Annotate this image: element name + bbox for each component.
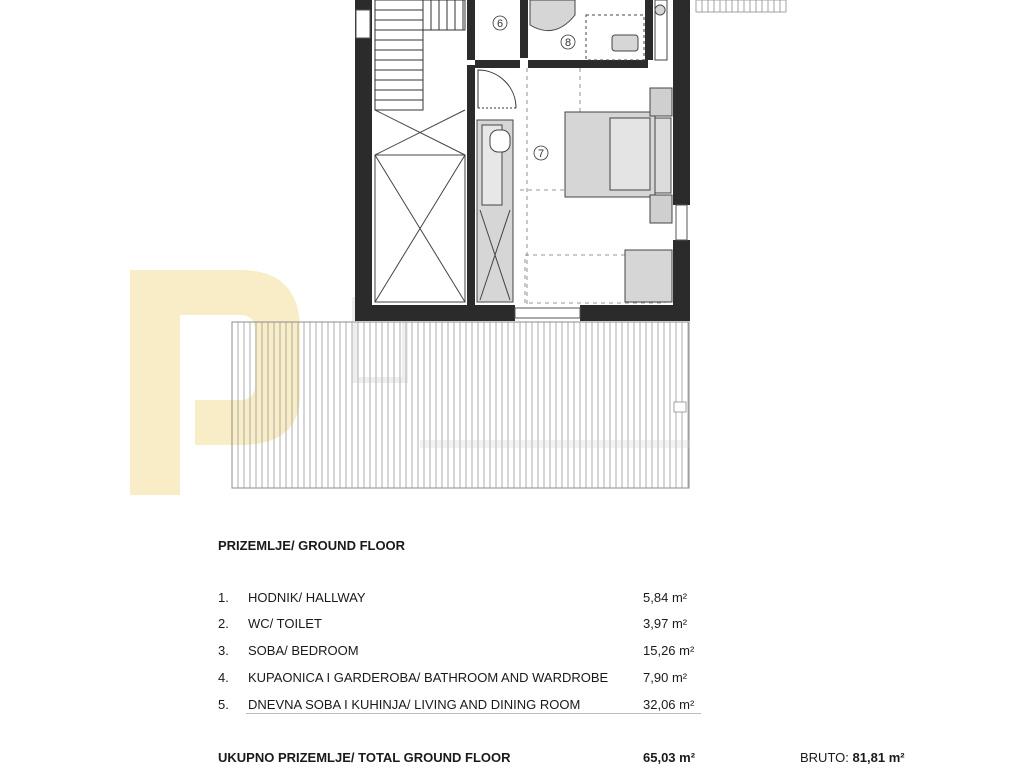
wardrobe bbox=[477, 120, 513, 302]
room-area: 7,90 m² bbox=[643, 670, 688, 685]
bruto-block bbox=[800, 750, 905, 765]
room-area: 5,84 m² bbox=[643, 590, 688, 605]
room-area: 3,97 m² bbox=[643, 616, 688, 631]
room-name: KUPAONICA I GARDEROBA/ BATHROOM AND WARDROBE bbox=[248, 670, 609, 685]
bed bbox=[565, 88, 672, 223]
room-name: HODNIK/ HALLWAY bbox=[248, 590, 366, 605]
room-area: 32,06 m² bbox=[643, 697, 695, 712]
terrace-deck bbox=[232, 322, 689, 488]
bruto-area: 81,81 m² bbox=[852, 750, 905, 765]
room-marker-7: 7 bbox=[537, 148, 545, 160]
doors bbox=[478, 70, 516, 108]
upper-deck bbox=[696, 0, 786, 12]
total-label: UKUPNO PRIZEMLJE/ TOTAL GROUND FLOOR bbox=[218, 750, 511, 765]
room-name: WC/ TOILET bbox=[248, 616, 322, 631]
room-number: 2. bbox=[218, 616, 229, 631]
stair-hall-floor bbox=[372, 0, 467, 305]
legend-title: PRIZEMLJE/ GROUND FLOOR bbox=[218, 538, 406, 553]
room-marker-8: 8 bbox=[564, 37, 572, 49]
room-area: 15,26 m² bbox=[643, 643, 695, 658]
room-number: 5. bbox=[218, 697, 229, 712]
room-name: DNEVNA SOBA I KUHINJA/ LIVING AND DINING ROOM bbox=[248, 697, 581, 712]
room-name: SOBA/ BEDROOM bbox=[248, 643, 359, 658]
room-number: 1. bbox=[218, 590, 229, 605]
room-number: 4. bbox=[218, 670, 229, 685]
watermark-logo bbox=[130, 270, 300, 495]
room-number: 3. bbox=[218, 643, 229, 658]
bruto-label: BRUTO: bbox=[800, 750, 849, 765]
total-area: 65,03 m² bbox=[643, 750, 696, 765]
bench bbox=[625, 250, 672, 302]
room-marker-6: 6 bbox=[496, 18, 504, 30]
row-divider bbox=[246, 713, 701, 714]
